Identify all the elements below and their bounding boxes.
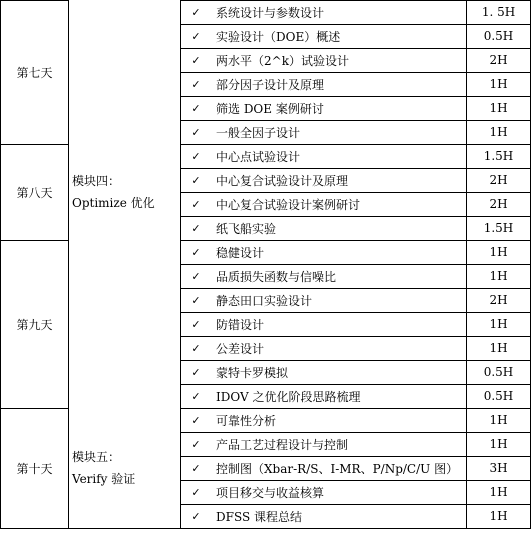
hours-value: 1H — [466, 408, 531, 432]
check-icon: ✓ — [191, 413, 201, 427]
table-rule — [180, 192, 530, 193]
hours-value: 1H — [466, 480, 531, 504]
table-rule — [180, 288, 530, 289]
hours-value: 2H — [466, 48, 531, 72]
hours-value: 1.5H — [466, 216, 531, 240]
table-rule — [180, 72, 530, 73]
module-text: Optimize 优化 — [72, 196, 155, 210]
table-rule — [180, 480, 530, 481]
topic-text: 筛选 DOE 案例研讨 — [216, 101, 324, 116]
table-rule — [0, 528, 531, 529]
day-label: 第十天 — [0, 408, 69, 528]
hours-value: 1. 5H — [466, 0, 531, 24]
check-icon: ✓ — [191, 365, 201, 379]
topic-text: 中心点试验设计 — [216, 149, 301, 164]
table-rule — [0, 0, 68, 1]
check-icon: ✓ — [191, 389, 201, 403]
topic-text: 一般全因子设计 — [216, 125, 301, 140]
check-icon: ✓ — [191, 293, 201, 307]
table-rule — [180, 336, 530, 337]
check-icon: ✓ — [191, 149, 201, 163]
check-icon: ✓ — [191, 125, 201, 139]
topic-text: 产品工艺过程设计与控制 — [216, 437, 349, 452]
check-icon: ✓ — [191, 221, 201, 235]
table-rule — [180, 96, 530, 97]
check-icon: ✓ — [191, 53, 201, 67]
hours-value: 1H — [466, 432, 531, 456]
hours-value: 1H — [466, 120, 531, 144]
table-rule — [180, 312, 530, 313]
hours-value: 2H — [466, 192, 531, 216]
check-icon: ✓ — [191, 5, 201, 19]
check-icon: ✓ — [191, 485, 201, 499]
hours-value: 0.5H — [466, 24, 531, 48]
topic-text: 纸飞船实验 — [216, 221, 277, 236]
table-rule — [180, 48, 530, 49]
check-icon: ✓ — [191, 437, 201, 451]
module-label — [68, 0, 180, 144]
table-rule — [180, 144, 530, 145]
topic-text: 中心复合试验设计及原理 — [216, 173, 349, 188]
topic-text: 两水平（2^k）试验设计 — [216, 53, 349, 68]
module-label — [68, 240, 180, 408]
topic-text: 实验设计（DOE）概述 — [216, 29, 341, 44]
topic-text: 静态田口实验设计 — [216, 293, 313, 308]
hours-value: 2H — [466, 168, 531, 192]
check-icon: ✓ — [191, 173, 201, 187]
hours-value: 1H — [466, 72, 531, 96]
table-rule — [180, 240, 530, 241]
table-rule — [180, 264, 530, 265]
table-rule — [0, 408, 68, 409]
table-rule — [180, 504, 530, 505]
hours-value: 3H — [466, 456, 531, 480]
table-rule — [180, 432, 530, 433]
hours-value: 1.5H — [466, 144, 531, 168]
check-icon: ✓ — [191, 317, 201, 331]
check-icon: ✓ — [191, 197, 201, 211]
hours-value: 1H — [466, 312, 531, 336]
table-rule — [0, 144, 68, 145]
hours-value: 1H — [466, 336, 531, 360]
table-rule — [180, 456, 530, 457]
check-icon: ✓ — [191, 101, 201, 115]
table-rule — [180, 384, 530, 385]
table-rule — [180, 24, 530, 25]
table-rule — [180, 408, 530, 409]
table-rule — [180, 168, 530, 169]
table-rule — [180, 216, 530, 217]
table-rule — [0, 240, 68, 241]
topic-text: 品质损失函数与信噪比 — [216, 269, 337, 284]
module-text: 模块四： — [72, 174, 121, 188]
hours-value: 1H — [466, 240, 531, 264]
topic-text: 稳健设计 — [216, 245, 265, 260]
day-label: 第九天 — [0, 240, 69, 408]
check-icon: ✓ — [191, 461, 201, 475]
topic-text: 控制图（Xbar-R/S、I-MR、P/Np/C/U 图） — [216, 461, 459, 476]
module-label — [68, 408, 180, 528]
topic-text: 部分因子设计及原理 — [216, 77, 325, 92]
table-rule — [180, 0, 530, 1]
check-icon: ✓ — [191, 341, 201, 355]
hours-value: 1H — [466, 504, 531, 528]
topic-text: 中心复合试验设计案例研讨 — [216, 197, 361, 212]
check-icon: ✓ — [191, 245, 201, 259]
hours-value: 1H — [466, 96, 531, 120]
module-text: 模块五： — [72, 450, 121, 464]
hours-value: 0.5H — [466, 384, 531, 408]
hours-value: 0.5H — [466, 360, 531, 384]
check-icon: ✓ — [191, 29, 201, 43]
day-label: 第七天 — [0, 0, 69, 144]
topic-text: 公差设计 — [216, 341, 265, 356]
check-icon: ✓ — [191, 269, 201, 283]
topic-text: 蒙特卡罗模拟 — [216, 365, 289, 380]
topic-text: 系统设计与参数设计 — [216, 5, 325, 20]
hours-value: 2H — [466, 288, 531, 312]
day-label: 第八天 — [0, 144, 69, 240]
table-rule — [180, 360, 530, 361]
check-icon: ✓ — [191, 509, 201, 523]
topic-text: 防错设计 — [216, 317, 265, 332]
topic-text: 可靠性分析 — [216, 413, 277, 428]
table-rule — [180, 120, 530, 121]
module-label — [68, 144, 180, 240]
table-rule — [180, 0, 181, 528]
module-text: Verify 验证 — [72, 472, 136, 486]
topic-text: DFSS 课程总结 — [216, 509, 302, 524]
hours-value: 1H — [466, 264, 531, 288]
check-icon: ✓ — [191, 77, 201, 91]
topic-text: IDOV 之优化阶段思路梳理 — [216, 389, 361, 404]
topic-text: 项目移交与收益核算 — [216, 485, 325, 500]
